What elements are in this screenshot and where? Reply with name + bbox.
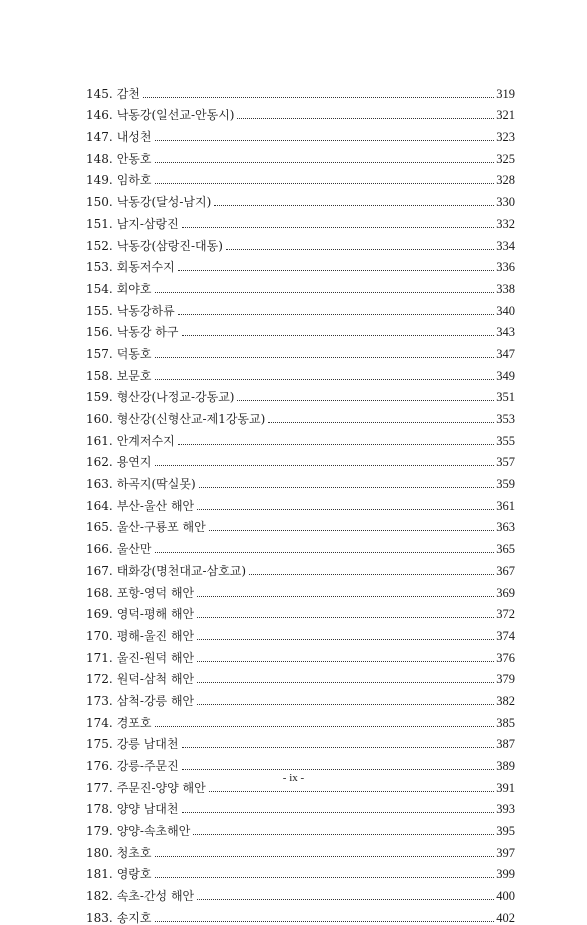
toc-dot-leader — [155, 552, 495, 553]
toc-entry-title: 태화강(명천대교-삼호교) — [116, 563, 247, 578]
toc-entry[interactable] — [86, 166, 515, 188]
toc-entry-page-number: 328 — [496, 173, 515, 188]
toc-entry-title: 양양 남대천 — [116, 802, 179, 817]
toc-entry[interactable] — [86, 79, 515, 101]
toc-entry-title: 원덕-삼척 해안 — [116, 672, 195, 687]
toc-dot-leader — [209, 530, 495, 531]
toc-entry-number: 175. — [86, 737, 113, 752]
toc-entry-page-number: 382 — [496, 693, 515, 708]
toc-entry-title: 속초-간성 해안 — [116, 889, 195, 904]
toc-entry-number: 150. — [86, 195, 113, 210]
toc-entry-page-number: 367 — [496, 563, 515, 578]
toc-entry-page-number: 361 — [496, 498, 515, 513]
toc-entry-title: 형산강(나정교-강동교) — [116, 390, 235, 405]
toc-entry[interactable] — [86, 253, 515, 275]
toc-entry-title: 회야호 — [116, 281, 152, 296]
toc-entry-number: 152. — [86, 238, 113, 253]
toc-entry[interactable] — [86, 448, 515, 470]
toc-entry-number: 167. — [86, 563, 113, 578]
toc-entry[interactable] — [86, 903, 515, 925]
toc-dot-leader — [197, 617, 494, 618]
toc-dot-leader — [197, 704, 494, 705]
toc-entry[interactable] — [86, 751, 515, 773]
toc-entry[interactable] — [86, 838, 515, 860]
toc-entry[interactable] — [86, 881, 515, 903]
toc-entry[interactable] — [86, 534, 515, 556]
toc-entry-number: 146. — [86, 108, 113, 123]
toc-entry-page-number: 399 — [496, 867, 515, 882]
toc-entry[interactable] — [86, 491, 515, 513]
toc-entry-page-number: 395 — [496, 824, 515, 839]
toc-dot-leader — [182, 747, 495, 748]
toc-entry-page-number: 349 — [496, 368, 515, 383]
toc-entry-number: 163. — [86, 477, 113, 492]
toc-entry-title: 주문진-양양 해안 — [116, 780, 206, 795]
toc-entry-title: 회동저수지 — [116, 260, 175, 275]
toc-entry[interactable] — [86, 361, 515, 383]
toc-entry-page-number: 336 — [496, 260, 515, 275]
toc-dot-leader — [214, 205, 494, 206]
toc-entry-number: 180. — [86, 845, 113, 860]
toc-dot-leader — [197, 596, 494, 597]
toc-entry-number: 154. — [86, 281, 113, 296]
toc-dot-leader — [199, 487, 495, 488]
toc-entry-title: 하곡지(딱실못) — [116, 477, 196, 492]
toc-entry[interactable] — [86, 209, 515, 231]
toc-entry-title: 평해-울진 해안 — [116, 628, 195, 643]
toc-entry[interactable] — [86, 556, 515, 578]
toc-entry-number: 177. — [86, 780, 113, 795]
table-of-contents — [86, 79, 515, 925]
toc-entry[interactable] — [86, 469, 515, 491]
toc-entry-page-number: 387 — [496, 737, 515, 752]
toc-entry-number: 145. — [86, 86, 113, 101]
toc-entry-number: 151. — [86, 216, 113, 231]
toc-entry-title: 영덕-평해 해안 — [116, 607, 195, 622]
toc-entry-title: 양양-속초해안 — [116, 824, 191, 839]
toc-entry-number: 148. — [86, 151, 113, 166]
toc-entry-number: 165. — [86, 520, 113, 535]
toc-entry-title: 송지호 — [116, 910, 152, 925]
toc-dot-leader — [209, 791, 495, 792]
toc-entry-title: 낙동강하류 — [116, 303, 175, 318]
toc-entry[interactable] — [86, 708, 515, 730]
toc-entry-number: 160. — [86, 412, 113, 426]
toc-entry[interactable] — [86, 621, 515, 643]
toc-entry-page-number: 402 — [496, 910, 515, 925]
toc-dot-leader — [182, 227, 495, 228]
toc-entry-number: 157. — [86, 346, 113, 361]
toc-entry-title: 보문호 — [116, 368, 152, 383]
toc-entry-page-number: 325 — [496, 151, 515, 166]
toc-entry[interactable] — [86, 600, 515, 622]
toc-entry-number: 182. — [86, 889, 113, 904]
toc-entry[interactable] — [86, 231, 515, 253]
toc-entry-title: 경포호 — [116, 715, 152, 730]
toc-dot-leader — [155, 726, 495, 727]
toc-entry-page-number: 400 — [496, 889, 515, 904]
toc-entry-page-number: 340 — [496, 303, 515, 318]
toc-dot-leader — [197, 661, 494, 662]
toc-entry-page-number: 355 — [496, 433, 515, 448]
toc-entry-page-number: 357 — [496, 455, 515, 470]
toc-entry-title: 울산-구룡포 해안 — [116, 520, 206, 535]
toc-dot-leader — [249, 574, 494, 575]
toc-entry-number: 168. — [86, 585, 113, 600]
toc-entry[interactable] — [86, 318, 515, 340]
toc-dot-leader — [155, 357, 495, 358]
toc-entry[interactable] — [86, 578, 515, 600]
toc-dot-leader — [155, 292, 495, 293]
toc-entry-page-number: 389 — [496, 759, 515, 773]
toc-dot-leader — [197, 509, 494, 510]
toc-entry-number: 179. — [86, 824, 113, 839]
toc-entry[interactable] — [86, 860, 515, 882]
toc-entry-title: 용연지 — [116, 455, 152, 470]
toc-entry-page-number: 369 — [496, 585, 515, 600]
toc-dot-leader — [155, 183, 495, 184]
toc-entry[interactable] — [86, 296, 515, 318]
toc-entry-number: 181. — [86, 867, 113, 882]
toc-dot-leader — [155, 140, 495, 141]
toc-entry-page-number: 385 — [496, 715, 515, 730]
toc-entry-page-number: 365 — [496, 542, 515, 557]
toc-entry[interactable] — [86, 665, 515, 687]
toc-entry-title: 포항-영덕 해안 — [116, 585, 195, 600]
toc-dot-leader — [155, 856, 495, 857]
toc-entry-page-number: 379 — [496, 672, 515, 687]
toc-entry-page-number: 391 — [496, 780, 515, 795]
toc-dot-leader — [182, 335, 495, 336]
toc-dot-leader — [197, 682, 494, 683]
toc-dot-leader — [226, 249, 494, 250]
page-footer: - ix - — [282, 772, 305, 784]
toc-entry-page-number: 334 — [496, 238, 515, 253]
toc-entry-title: 부산-울산 해안 — [116, 498, 195, 513]
toc-entry-title: 낙동강 하구 — [116, 325, 179, 340]
toc-dot-leader — [197, 639, 494, 640]
toc-dot-leader — [155, 379, 495, 380]
toc-entry-number: 161. — [86, 433, 113, 448]
toc-entry-number: 169. — [86, 607, 113, 622]
toc-entry-title: 울진-원덕 해안 — [116, 650, 195, 665]
toc-entry[interactable] — [86, 426, 515, 448]
toc-entry-page-number: 353 — [496, 412, 515, 426]
toc-dot-leader — [155, 162, 495, 163]
toc-entry-title: 삼척-강릉 해안 — [116, 693, 195, 708]
toc-entry-page-number: 397 — [496, 845, 515, 860]
toc-entry[interactable] — [86, 686, 515, 708]
toc-entry-number: 153. — [86, 260, 113, 275]
toc-entry-title: 임하호 — [116, 173, 152, 188]
toc-entry-number: 176. — [86, 759, 113, 773]
toc-dot-leader — [143, 97, 494, 98]
toc-entry[interactable] — [86, 795, 515, 817]
toc-entry-title: 강릉-주문진 — [116, 759, 179, 773]
toc-entry[interactable] — [86, 101, 515, 123]
toc-dot-leader — [193, 834, 494, 835]
toc-entry-page-number: 319 — [496, 86, 515, 101]
toc-entry[interactable] — [86, 730, 515, 752]
toc-entry-page-number: 372 — [496, 607, 515, 622]
toc-entry-number: 173. — [86, 693, 113, 708]
toc-entry-number: 162. — [86, 455, 113, 470]
toc-entry[interactable] — [86, 187, 515, 209]
toc-dot-leader — [237, 400, 494, 401]
toc-entry-title: 낙동강(일선교-안동시) — [116, 108, 235, 123]
toc-entry-number: 166. — [86, 542, 113, 557]
toc-entry-page-number: 338 — [496, 281, 515, 296]
toc-entry-page-number: 343 — [496, 325, 515, 340]
toc-entry-title: 덕동호 — [116, 346, 152, 361]
toc-entry-number: 156. — [86, 325, 113, 340]
toc-entry-page-number: 321 — [496, 108, 515, 123]
toc-dot-leader — [268, 422, 494, 423]
toc-entry-page-number: 363 — [496, 520, 515, 535]
toc-entry-number: 174. — [86, 715, 113, 730]
toc-entry-page-number: 359 — [496, 477, 515, 492]
toc-dot-leader — [155, 921, 495, 922]
toc-dot-leader — [237, 118, 494, 119]
toc-entry-title: 남지-삼랑진 — [116, 216, 179, 231]
toc-entry[interactable] — [86, 339, 515, 361]
toc-entry-number: 183. — [86, 910, 113, 925]
toc-entry-number: 149. — [86, 173, 113, 188]
toc-entry-number: 171. — [86, 650, 113, 665]
toc-entry[interactable] — [86, 383, 515, 405]
toc-entry[interactable] — [86, 404, 515, 426]
toc-entry-number: 172. — [86, 672, 113, 687]
toc-entry-number: 158. — [86, 368, 113, 383]
toc-dot-leader — [155, 877, 495, 878]
toc-entry-title: 영랑호 — [116, 867, 152, 882]
toc-entry[interactable] — [86, 513, 515, 535]
toc-entry-number: 159. — [86, 390, 113, 405]
toc-entry-number: 147. — [86, 130, 113, 145]
toc-entry-number: 155. — [86, 303, 113, 318]
toc-entry-page-number: 351 — [496, 390, 515, 405]
toc-dot-leader — [182, 769, 495, 770]
toc-entry-number: 170. — [86, 628, 113, 643]
toc-entry-title: 강릉 남대천 — [116, 737, 179, 752]
toc-dot-leader — [178, 314, 495, 315]
toc-entry[interactable] — [86, 816, 515, 838]
toc-entry-page-number: 330 — [496, 195, 515, 210]
toc-entry-page-number: 374 — [496, 628, 515, 643]
toc-entry-title: 안동호 — [116, 151, 152, 166]
toc-entry-number: 178. — [86, 802, 113, 817]
toc-entry[interactable] — [86, 122, 515, 144]
toc-entry-title: 낙동강(달성-남지) — [116, 195, 212, 210]
toc-dot-leader — [178, 270, 495, 271]
toc-entry[interactable] — [86, 274, 515, 296]
toc-dot-leader — [155, 465, 495, 466]
toc-dot-leader — [197, 899, 494, 900]
toc-entry[interactable] — [86, 144, 515, 166]
toc-dot-leader — [178, 444, 495, 445]
toc-entry-page-number: 347 — [496, 346, 515, 361]
toc-entry-title: 형산강(신형산교-제1강동교) — [116, 412, 266, 426]
toc-entry-title: 낙동강(삼랑진-대동) — [116, 238, 223, 253]
toc-entry-page-number: 323 — [496, 130, 515, 145]
toc-entry-number: 164. — [86, 498, 113, 513]
toc-entry-page-number: 332 — [496, 216, 515, 231]
toc-entry-title: 내성천 — [116, 130, 152, 145]
toc-dot-leader — [182, 812, 495, 813]
toc-entry-page-number: 393 — [496, 802, 515, 817]
toc-entry-title: 감천 — [116, 86, 140, 101]
toc-entry-title: 청초호 — [116, 845, 152, 860]
toc-entry-title: 울산만 — [116, 542, 152, 557]
toc-entry-page-number: 376 — [496, 650, 515, 665]
toc-entry-title: 안계저수지 — [116, 433, 175, 448]
toc-entry[interactable] — [86, 643, 515, 665]
